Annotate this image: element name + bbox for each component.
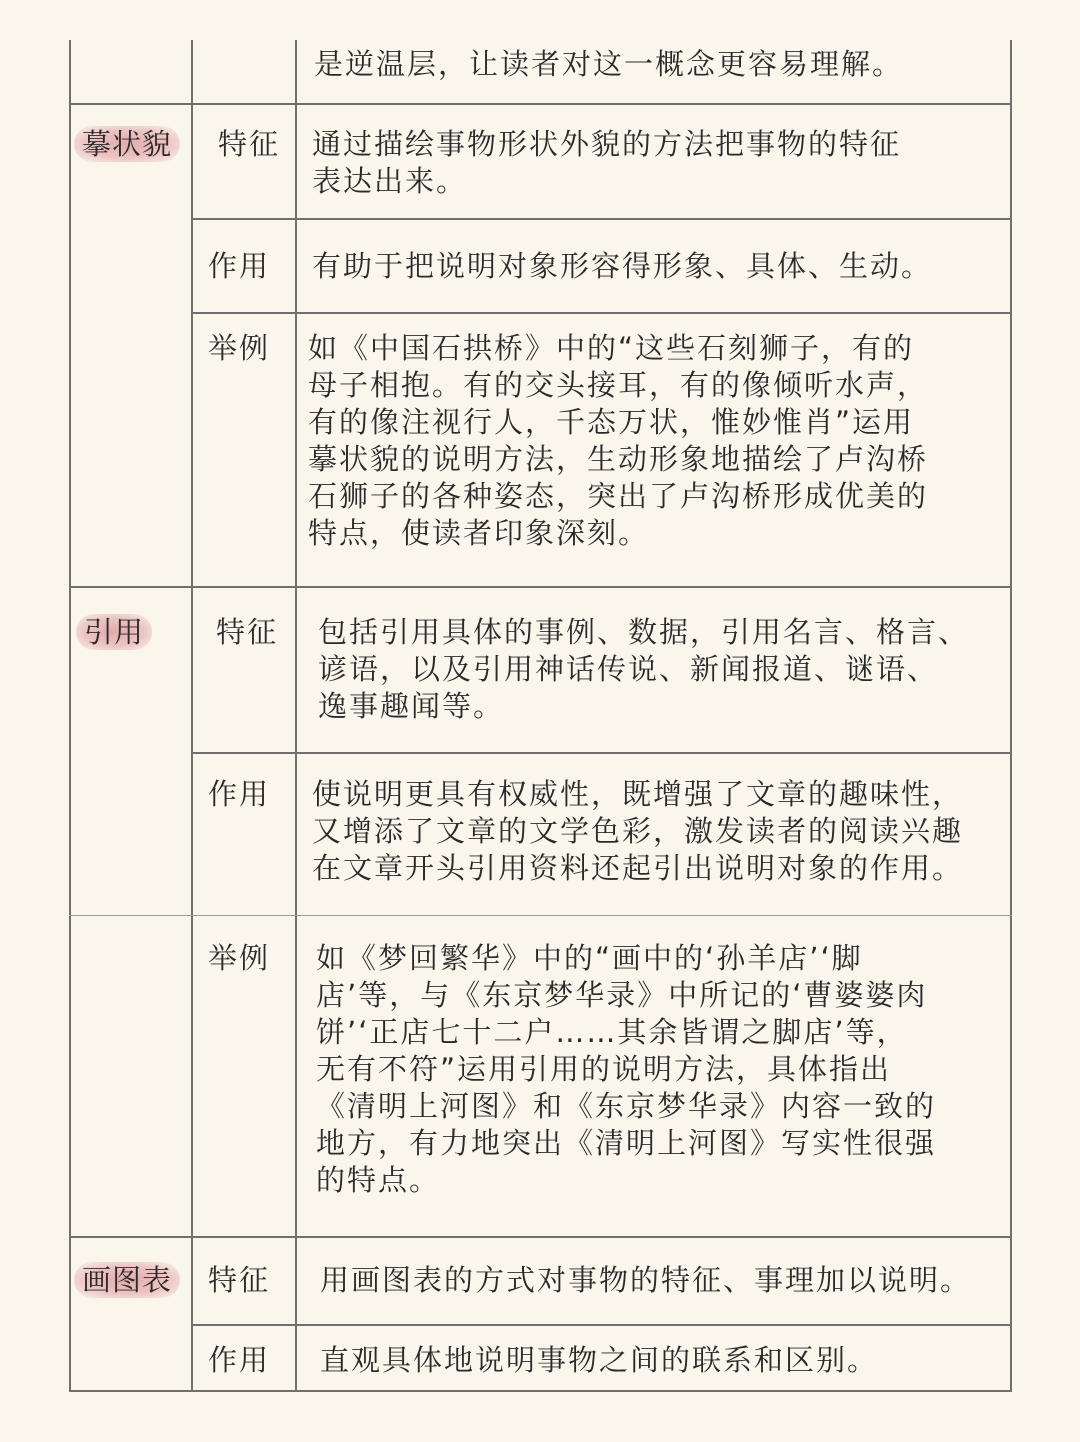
row-text: 如《中国石拱桥》中的“这些石刻狮子，有的 母子相抱。有的交头接耳，有的像倾听水声， 有的像注视行人，千态万状，惟妙惟肖”运用 摹状貌的说明方法，生动形象地描绘了卢沟桥 石狮子的各种姿态，突出了卢沟桥形成优美的 特点，使读者印象深刻。 <box>308 331 929 550</box>
row-text: 如《梦回繁华》中的“画中的‘孙羊店’‘脚 店’等，与《东京梦华录》中所记的‘曹婆婆肉 饼’‘正店七十二户……其余皆谓之脚店’等， 无有不符”运用引用的说明方法，具体指出 《清明上河图》和《东京梦华录》内容一致的 地方，有力地突出《清明上河图》写实性很强 的特点。 <box>316 941 937 1197</box>
column-divider-2 <box>295 40 297 1392</box>
row-divider <box>191 218 1012 220</box>
continued-text: 是逆温层，让读者对这一概念更容易理解。 <box>314 47 904 81</box>
row-label: 作用 <box>208 777 271 811</box>
row-text: 通过描绘事物形状外貌的方法把事物的特征 表达出来。 <box>312 127 902 198</box>
table-border-bottom <box>69 1390 1012 1392</box>
table-border-right <box>1010 40 1012 1392</box>
row-text: 包括引用具体的事例、数据，引用名言、格言、 谚语，以及引用神话传说、新闻报道、谜语、 逸事趣闻等。 <box>318 615 970 723</box>
row-label: 作用 <box>208 1343 271 1377</box>
row-text: 用画图表的方式对事物的特征、事理加以说明。 <box>320 1263 972 1297</box>
row-text: 直观具体地说明事物之间的联系和区别。 <box>320 1343 879 1377</box>
row-divider <box>69 1236 1012 1238</box>
method-name: 引用 <box>76 614 152 650</box>
row-divider <box>191 312 1012 314</box>
row-label: 特征 <box>218 127 281 161</box>
row-label: 举例 <box>208 941 271 975</box>
row-divider <box>69 103 1012 105</box>
column-divider-1 <box>191 40 193 1392</box>
row-divider <box>69 915 1012 916</box>
method-name: 摹状貌 <box>74 126 180 162</box>
row-label: 特征 <box>216 615 279 649</box>
row-divider <box>191 1324 1012 1326</box>
row-text: 使说明更具有权威性，既增强了文章的趣味性， 又增添了文章的文学色彩，激发读者的阅读兴趣 在文章开头引用资料还起引出说明对象的作用。 <box>312 777 964 885</box>
method-name: 画图表 <box>74 1262 180 1298</box>
row-divider <box>191 752 1012 754</box>
row-divider <box>69 586 1012 588</box>
row-label: 作用 <box>208 249 271 283</box>
row-text: 有助于把说明对象形容得形象、具体、生动。 <box>312 249 933 283</box>
row-label: 特征 <box>208 1263 271 1297</box>
table-border-left <box>69 40 71 1392</box>
row-label: 举例 <box>208 331 271 365</box>
